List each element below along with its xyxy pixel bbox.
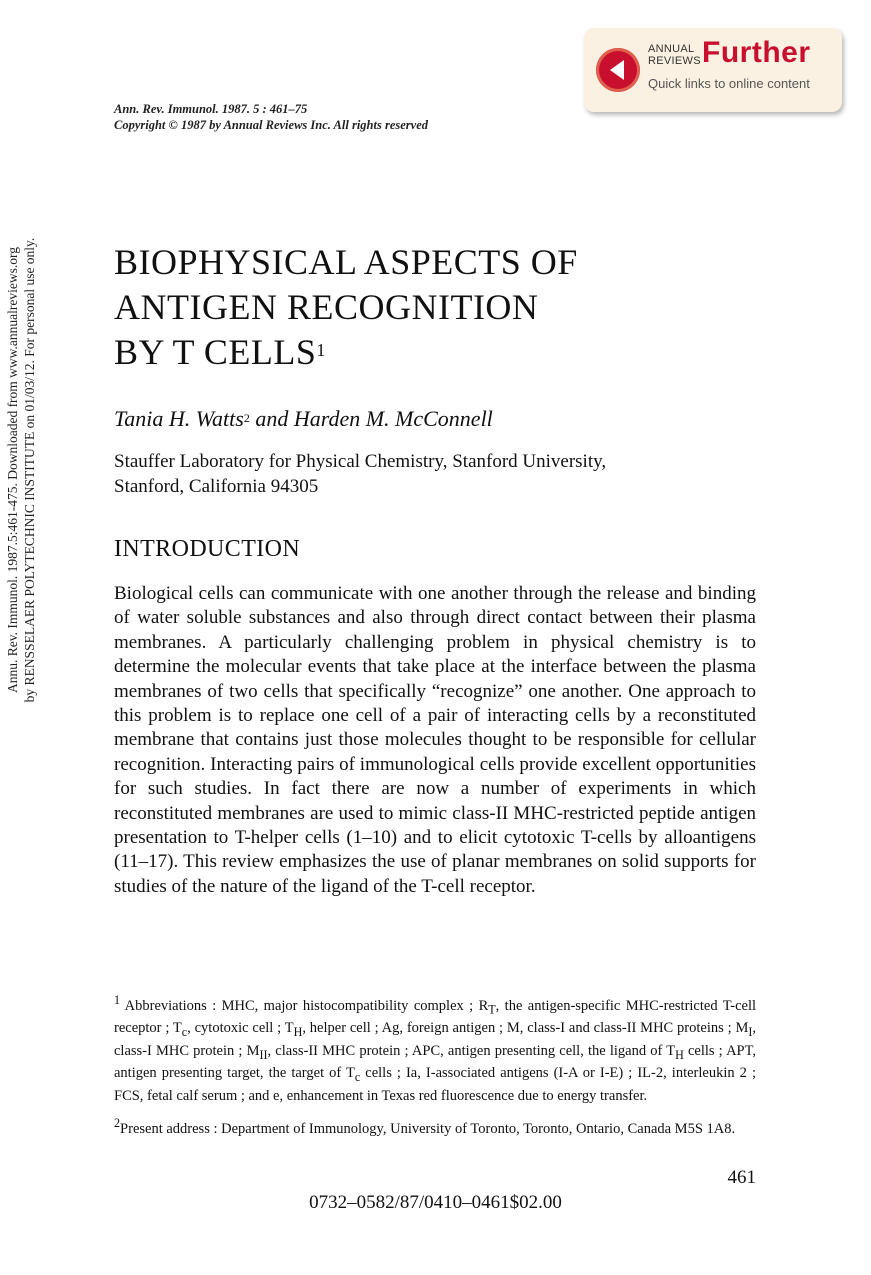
title-line-2: ANTIGEN RECOGNITION (114, 287, 539, 327)
footnote-1-subscript: c (181, 1025, 188, 1040)
footnote-1-text: , helper cell ; Ag, foreign antigen ; M, class-I and class-II MHC proteins ; M (302, 1020, 749, 1037)
title-footnote-mark[interactable]: 1 (316, 340, 326, 360)
page-number: 461 (727, 1167, 756, 1188)
footnote-1-subscript: H (675, 1047, 684, 1062)
author-conjunction: and (249, 406, 294, 431)
footnote-2 (114, 1114, 756, 1138)
title-line-3-text: BY T CELLS (114, 332, 317, 372)
footnote-1-text: , cytotoxic cell ; T (187, 1020, 294, 1037)
footnote-1-subscript: T (488, 1002, 496, 1017)
intro-paragraph: Biological cells can communicate with one another through the release and binding of water soluble substances and also through direct contact between their plasma membranes. A particularly challenging problem in physical chemistry is to determine the molecular events that take place at the interface between the plasma membranes of two cells that specifically “recognize” one another. One approach to this problem is to replace one cell of a pair of interacting cells by a reconstituted membrane that contains just those molecules thought to be responsible for cellular recognition. Interacting pairs of immunological cells provide excellent opportunities for such studies. In fact there are now a number of experiments in which reconstituted membranes are used to mimic class-II MHC-restricted peptide antigen presentation to T-helper cells (1–10) and to elicit cytotoxic T-cells by alloantigens (11–17). This review emphasizes the use of planar membranes on solid supports for studies of the nature of the ligand of the T-cell receptor. (114, 583, 756, 897)
document-code: 0732–0582/87/0410–0461$02.00 (309, 1192, 562, 1213)
authors (114, 405, 493, 433)
download-watermark (4, 0, 38, 940)
affiliation-line-2: Stanford, California 94305 (114, 476, 319, 497)
badge-reviews-label: REVIEWS (648, 55, 701, 67)
badge-subtitle: Quick links to online content (648, 76, 810, 91)
journal-citation (114, 101, 428, 133)
badge-annual-label: ANNUAL (648, 43, 695, 55)
footnote-1-subscript: I (748, 1025, 753, 1040)
footnote-1-text: cells ; APT, antigen presenting target, the target of T (114, 1042, 757, 1082)
citation-line-1: Ann. Rev. Immunol. 1987. 5 : 461–75 (114, 102, 308, 116)
author-1: Tania H. Watts (114, 406, 244, 431)
article-title (114, 240, 578, 375)
footnote-1-text: cells ; Ia, I-associated antigens (I-A or I-E) ; IL-2, interleukin 2 ; FCS, fetal calf serum ; and e, enhancement in Texas red fluorescence due to energy transfer. (114, 1065, 756, 1104)
footnote-2-text: Present address : Department of Immunology, University of Toronto, Toronto, Ontario, Canada M5S 1A8. (120, 1120, 736, 1137)
citation-line-2: Copyright © 1987 by Annual Reviews Inc. All rights reserved (114, 118, 428, 132)
affiliation (114, 449, 606, 499)
title-line-1: BIOPHYSICAL ASPECTS OF (114, 242, 578, 282)
badge-further-label: Further (702, 36, 811, 69)
footnote-1 (114, 991, 756, 1105)
watermark-line-2: by RENSSELAER POLYTECHNIC INSTITUTE on 01/03/12. For personal use only. (22, 237, 37, 703)
footnote-2-mark: 2 (114, 1116, 121, 1130)
footnote-1-subscript: H (293, 1025, 303, 1040)
author-1-footnote-mark[interactable]: 2 (243, 411, 250, 425)
watermark-line-1: Annu. Rev. Immunol. 1987.5:461-475. Downloaded from www.annualreviews.org (5, 246, 20, 694)
footnote-1-text: , class-II MHC protein ; APC, antigen presenting cell, the ligand of T (267, 1042, 676, 1059)
footnote-1-subscript: II (259, 1047, 268, 1062)
footnote-1-mark: 1 (114, 993, 121, 1007)
footnote-1-text: Abbreviations : MHC, major histocompatibility complex ; R (120, 997, 489, 1014)
further-badge[interactable] (584, 28, 842, 112)
footnote-1-text: , class-I MHC protein ; M (114, 1020, 756, 1059)
title-line-3 (114, 330, 578, 375)
affiliation-line-1: Stauffer Laboratory for Physical Chemistry, Stanford University, (114, 451, 607, 472)
author-2: Harden M. McConnell (293, 406, 493, 431)
footnote-1-text: , the antigen-specific MHC-restricted T-cell receptor ; T (114, 997, 756, 1037)
footnote-1-subscript: c (354, 1070, 361, 1085)
play-left-icon (596, 48, 640, 92)
section-heading-introduction: INTRODUCTION (114, 536, 301, 562)
